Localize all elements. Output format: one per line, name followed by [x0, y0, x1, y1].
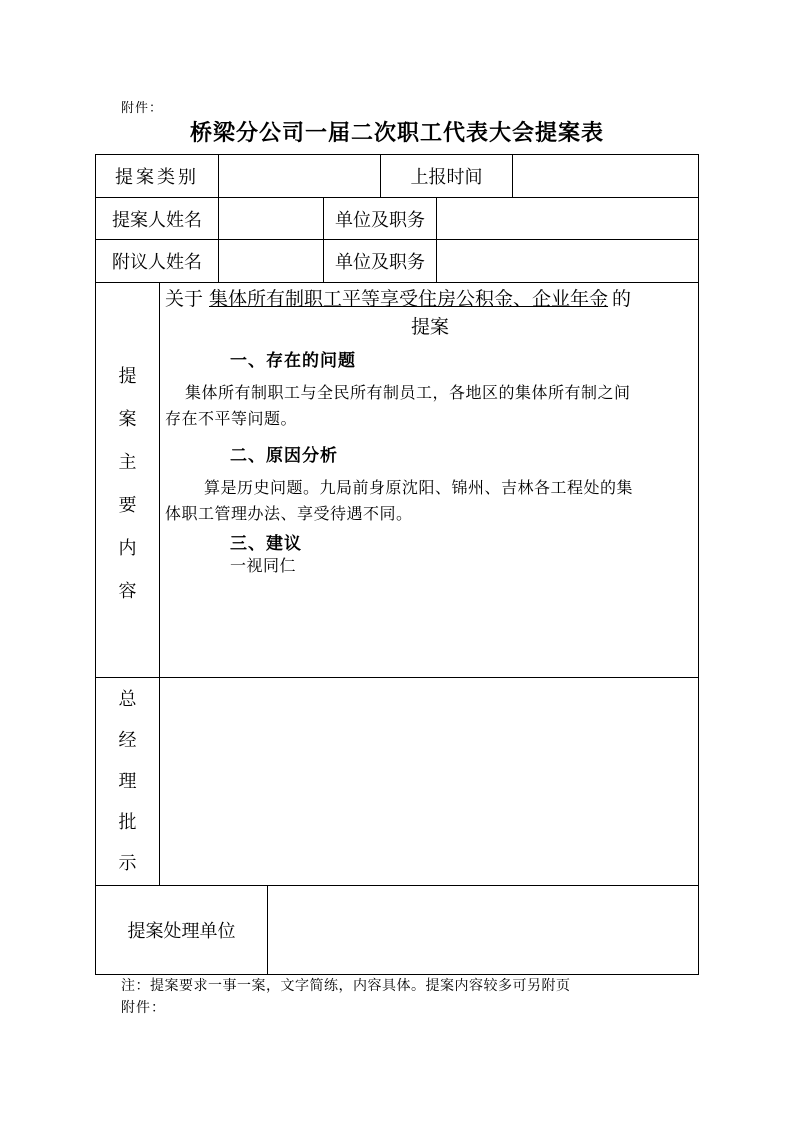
- section3-heading: 三、建议: [230, 534, 302, 554]
- content-label: [96, 362, 159, 603]
- report-time-field[interactable]: [513, 155, 698, 197]
- subject-prefix: 关于: [165, 288, 204, 310]
- proposer-name-field[interactable]: [219, 198, 323, 239]
- approval-field[interactable]: [160, 678, 698, 885]
- approval-label-char: 总: [118, 689, 137, 710]
- seconder-unit-label: 单位及职务: [335, 252, 425, 273]
- approval-label-char: 经: [118, 730, 137, 751]
- seconder-name-label: 附议人姓名: [112, 252, 202, 273]
- section1-text-line2: 存在不平等问题。: [165, 409, 298, 428]
- section2-text-line2: 体职工管理办法、享受待遇不同。: [165, 504, 413, 523]
- handling-unit-label: 提案处理单位: [127, 921, 236, 942]
- section1-text-line1: 集体所有制职工与全民所有制员工，各地区的集体所有制之间: [185, 383, 631, 402]
- approval-label: [96, 685, 159, 875]
- handling-unit-field[interactable]: [268, 886, 698, 974]
- content-label-char: 提: [118, 366, 137, 387]
- attachment-label-bottom: 附件：: [121, 1000, 166, 1016]
- page-title: 桥梁分公司一届二次职工代表大会提案表: [189, 120, 604, 146]
- attachment-label: 附件：: [121, 101, 164, 116]
- content-label-char: 要: [118, 495, 137, 516]
- proposer-unit-label: 单位及职务: [335, 209, 425, 231]
- content-label-char: 案: [118, 409, 137, 430]
- form-note: 注：提案要求一事一案，文字简练，内容具体。提案内容较多可另附页: [121, 978, 571, 994]
- content-label-char: 主: [118, 452, 137, 473]
- content-label-char: 容: [118, 581, 137, 602]
- category-label: 提案类别: [115, 167, 199, 188]
- approval-label-char: 示: [118, 853, 137, 874]
- proposal-subject: [165, 285, 695, 341]
- subject-line2: 提案: [410, 316, 449, 338]
- section3-text: 一视同仁: [230, 556, 297, 575]
- seconder-name-field[interactable]: [219, 240, 323, 282]
- approval-label-char: 批: [118, 812, 137, 833]
- proposer-name-label: 提案人姓名: [112, 209, 202, 231]
- subject-suffix: 的: [612, 288, 632, 310]
- content-label-char: 内: [118, 538, 137, 559]
- report-time-label: 上报时间: [410, 167, 483, 188]
- section2-text-line1: 算是历史问题。九局前身原沈阳、锦州、吉林各工程处的集: [204, 478, 634, 497]
- approval-label-char: 理: [118, 771, 137, 792]
- seconder-unit-field[interactable]: [437, 240, 698, 282]
- proposer-unit-field[interactable]: [437, 198, 698, 239]
- category-field[interactable]: [219, 155, 380, 197]
- subject-title: 集体所有制职工平等享受住房公积金、企业年金: [209, 288, 609, 310]
- section1-heading: 一、存在的问题: [230, 351, 356, 371]
- section2-heading: 二、原因分析: [230, 446, 338, 466]
